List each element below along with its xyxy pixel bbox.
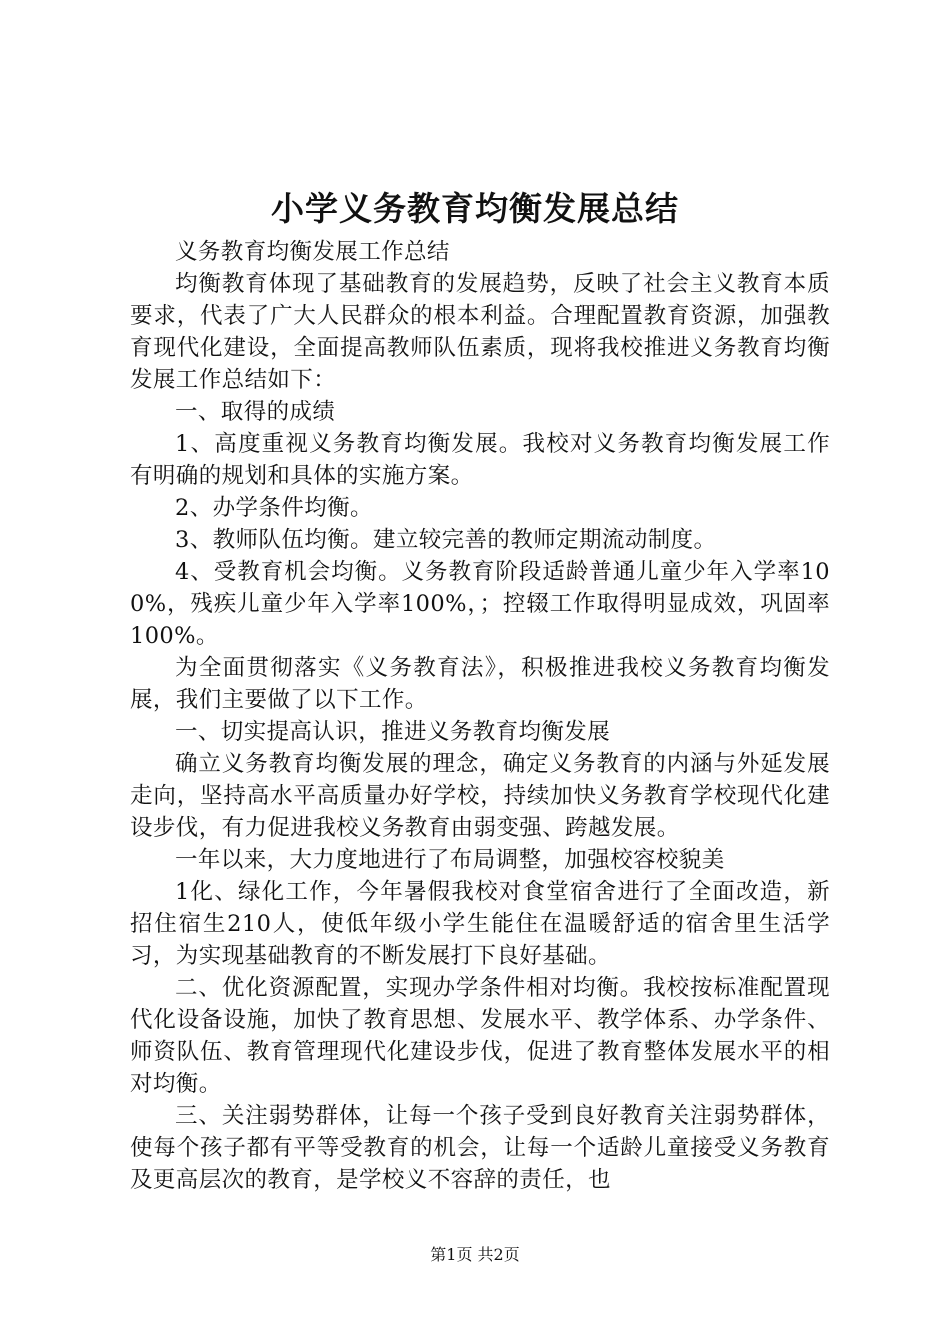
section-heading: 一、切实提高认识，推进义务教育均衡发展 (175, 719, 611, 745)
document-title: 小学义务教育均衡发展总结 (271, 189, 679, 228)
page-footer: 第1页 共2页 (430, 1245, 520, 1264)
paragraph: 2、办学条件均衡。 (175, 495, 373, 521)
paragraph: 1化、绿化工作，今年暑假我校对食堂宿舍进行了全面改造，新招住宿生210人，使低年级小学生能住在温暖舒适的宿舍里生活学习，为实现基础教育的不断发展打下良好基础。 (130, 879, 830, 969)
paragraph: 4、受教育机会均衡。义务教育阶段适龄普通儿童少年入学率100%，残疾儿童少年入学率100%，；控辍工作取得明显成效，巩固率100%。 (130, 559, 830, 649)
paragraph: 确立义务教育均衡发展的理念，确定义务教育的内涵与外延发展走向，坚持高水平高质量办好学校，持续加快义务教育学校现代化建设步伐，有力促进我校义务教育由弱变强、跨越发展。 (130, 751, 830, 841)
paragraph: 为全面贯彻落实《义务教育法》，积极推进我校义务教育均衡发展，我们主要做了以下工作。 (130, 655, 830, 713)
paragraph: 二、优化资源配置，实现办学条件相对均衡。我校按标准配置现代化设备设施，加快了教育思想、发展水平、教学体系、办学条件、师资队伍、教育管理现代化建设步伐，促进了教育整体发展水平的相对均衡。 (130, 975, 830, 1097)
paragraph: 均衡教育体现了基础教育的发展趋势，反映了社会主义教育本质要求，代表了广大人民群众的根本利益。合理配置教育资源，加强教育现代化建设，全面提高教师队伍素质，现将我校推进义务教育均衡发展工作总结如下： (130, 271, 830, 393)
section-heading: 一、取得的成绩 (175, 399, 336, 425)
paragraph: 1、高度重视义务教育均衡发展。我校对义务教育均衡发展工作有明确的规划和具体的实施方案。 (130, 431, 830, 489)
paragraph: 3、教师队伍均衡。建立较完善的教师定期流动制度。 (175, 527, 717, 553)
paragraph: 一年以来，大力度地进行了布局调整，加强校容校貌美 (175, 847, 725, 873)
document-body (130, 236, 830, 1196)
paragraph: 义务教育均衡发展工作总结 (175, 239, 450, 265)
paragraph: 三、关注弱势群体，让每一个孩子受到良好教育关注弱势群体，使每个孩子都有平等受教育的机会，让每一个适龄儿童接受义务教育及更高层次的教育，是学校义不容辞的责任，也 (130, 1103, 830, 1193)
